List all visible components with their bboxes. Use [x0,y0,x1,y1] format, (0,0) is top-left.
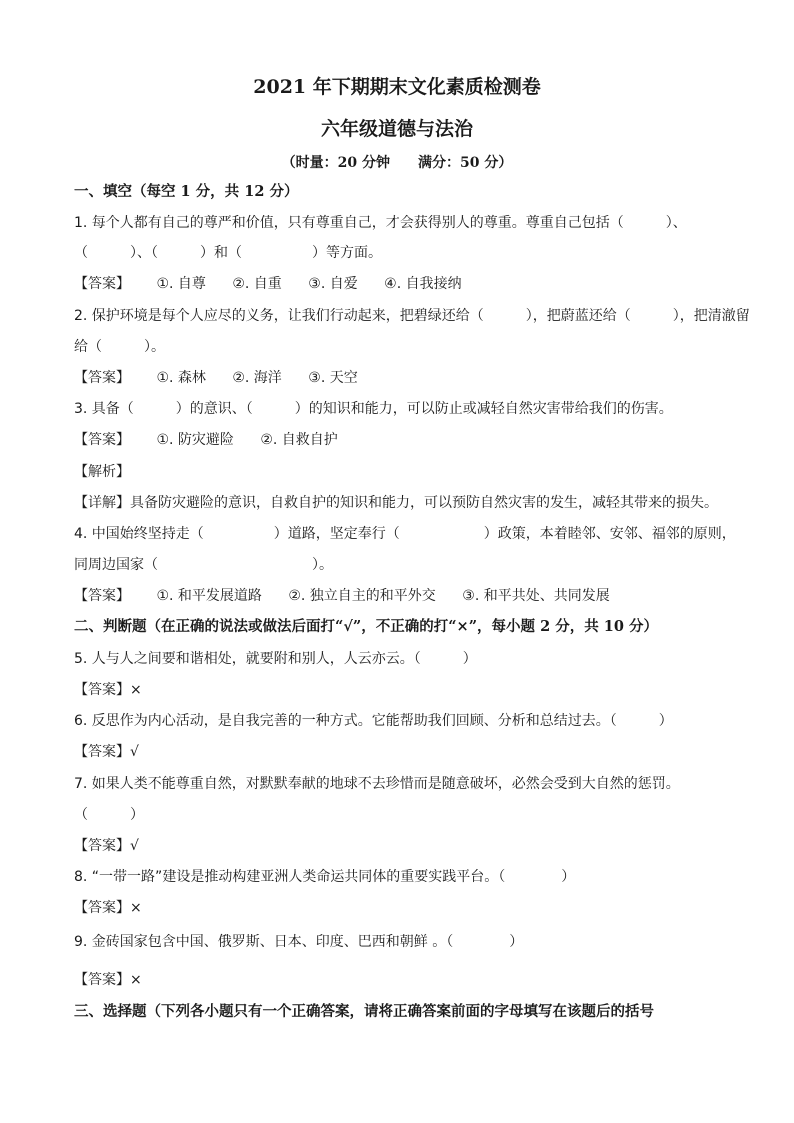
answer-tag: 【答案】 [74,588,130,604]
question-4-line-1: 4. 中国始终坚持走（ ）道路，坚定奉行（ ）政策，本着睦邻、安邻、福邻的原则， [74,526,736,542]
answer-tag: 【答案】 [74,370,130,386]
question-2-answer [74,368,358,388]
question-6-text: 6. 反思作为内心活动，是自我完善的一种方式。它能帮助我们回顾、分析和总结过去。（ ） [74,713,673,729]
answer-item: ②. 独立自主的和平外交 [288,588,436,604]
answer-value: × [130,972,142,988]
answer-item: ①. 和平发展道路 [156,588,262,604]
answer-tag: 【答案】 [74,682,130,698]
question-2-line-2: 给（ ）。 [74,339,165,355]
answer-item: ①. 防灾避险 [156,432,234,448]
question-9-answer [74,970,142,990]
answer-tag: 【答案】 [74,972,130,988]
question-8-answer [74,898,142,918]
analysis-tag: 【解析】 [74,464,130,480]
question-5-answer [74,680,142,700]
question-1-line-1: 1. 每个人都有自己的尊严和价值，只有尊重自己，才会获得别人的尊重。尊重自己包括（ ）、 [74,215,687,231]
answer-value: × [130,682,142,698]
section-3-heading: 三、选择题（下列各小题只有一个正确答案，请将正确答案前面的字母填写在该题后的括号 [74,1003,654,1020]
answer-value: × [130,900,142,916]
question-4-answer [74,586,610,606]
answer-item: ②. 自救自护 [260,432,338,448]
answer-item: ①. 森林 [156,370,206,386]
answer-tag: 【答案】 [74,744,130,760]
question-3-line-1: 3. 具备（ ）的意识、（ ）的知识和能力，可以防止或减轻自然灾害带给我们的伤害。 [74,401,673,417]
question-3-answer [74,430,338,450]
answer-tag: 【答案】 [74,432,130,448]
question-3-detail: 【详解】具备防灾避险的意识，自救自护的知识和能力，可以预防自然灾害的发生，减轻其带来的损失。 [74,495,718,511]
question-8-text: 8. “一带一路”建设是推动构建亚洲人类命运共同体的重要实践平台。（ ） [74,869,576,885]
question-4-line-2: 同周边国家（ ）。 [74,557,333,573]
answer-item: ②. 自重 [232,276,282,292]
answer-value: √ [130,744,139,760]
question-1-line-2: （ ）、（ ）和（ ）等方面。 [74,245,382,261]
answer-value: √ [130,838,139,854]
exam-title: 2021 年下期期末文化素质检测卷 [253,76,541,98]
exam-subject: 六年级道德与法治 [320,118,473,140]
question-7-paren: （ ） [74,807,144,823]
question-5-text: 5. 人与人之间要和谐相处，就要附和别人，人云亦云。（ ） [74,651,477,667]
question-9-text: 9. 金砖国家包含中国、俄罗斯、日本、印度、巴西和朝鲜 。（ ） [74,934,524,950]
answer-tag: 【答案】 [74,900,130,916]
answer-item: ③. 天空 [308,370,358,386]
section-1-heading: 一、填空（每空 1 分，共 12 分） [74,183,299,200]
answer-item: ③. 自爱 [308,276,358,292]
question-6-answer [74,742,139,762]
question-7-answer [74,836,139,856]
question-2-line-1: 2. 保护环境是每个人应尽的义务，让我们行动起来，把碧绿还给（ ），把蔚蓝还给（ ），把清澈留 [74,308,750,324]
section-2-heading: 二、判断题（在正确的说法或做法后面打“√”，不正确的打“×”，每小题 2 分，共 10 分） [74,618,658,635]
answer-item: ③. 和平共处、共同发展 [462,588,610,604]
question-1-answer [74,274,462,294]
answer-item: ④. 自我接纳 [384,276,462,292]
exam-meta: （时量：20 分钟 满分：50 分） [281,155,513,171]
answer-tag: 【答案】 [74,276,130,292]
answer-item: ②. 海洋 [232,370,282,386]
answer-tag: 【答案】 [74,838,130,854]
answer-item: ①. 自尊 [156,276,206,292]
question-7-text: 7. 如果人类不能尊重自然，对默默奉献的地球不去珍惜而是随意破坏，必然会受到大自然的惩罚。 [74,776,680,792]
